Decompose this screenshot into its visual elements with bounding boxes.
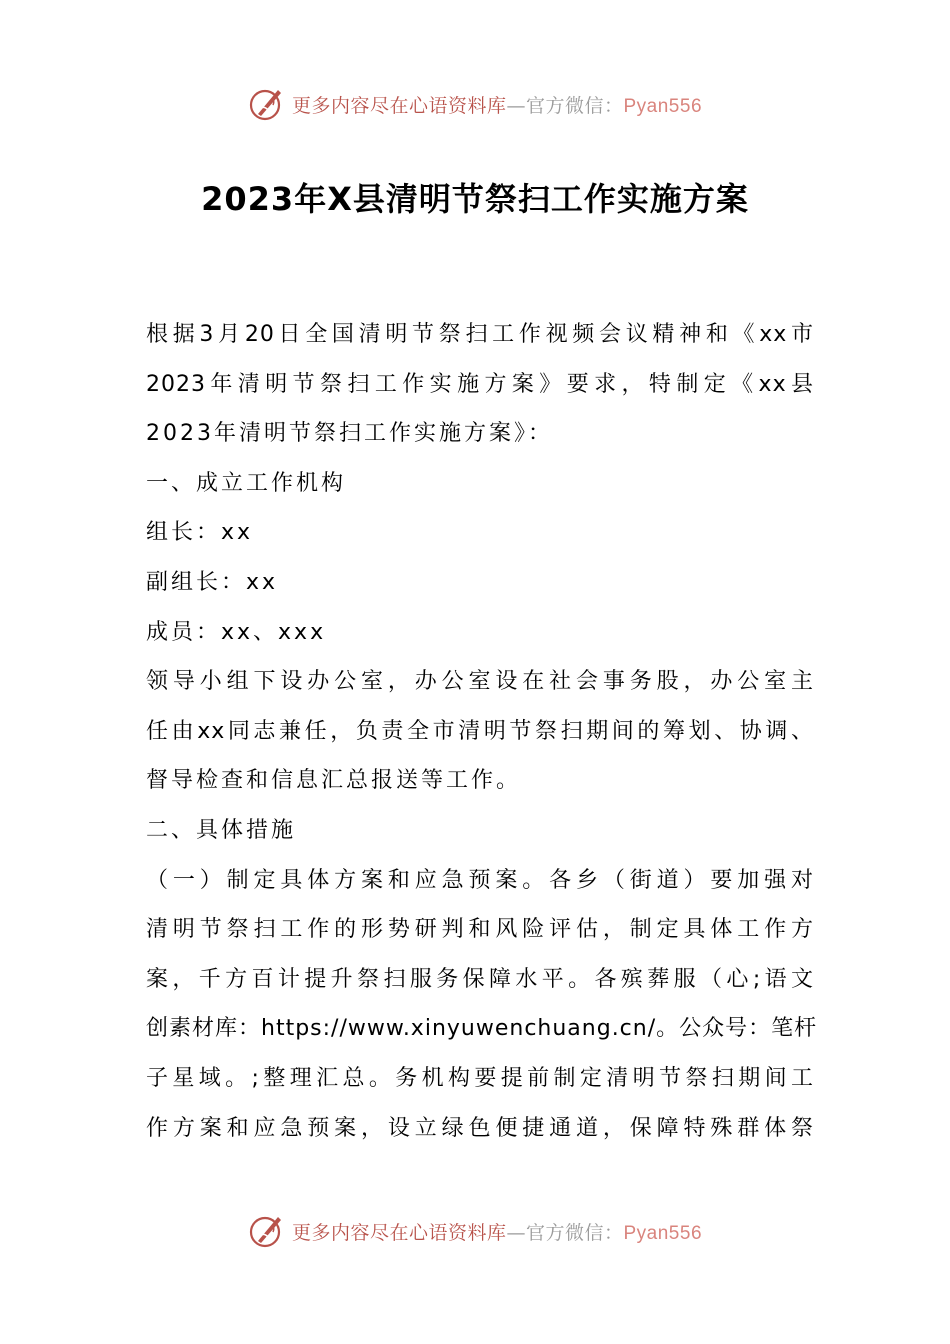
body-line: 创素材库：https://www.xinyuwenchuang.cn/。公众号：笔杆 [146, 1016, 818, 1042]
footer-banner [0, 1209, 950, 1253]
body-line: 案，千方百计提升祭扫服务保障水平。各殡葬服（心;语文 [146, 966, 814, 992]
body-line: （一）制定具体方案和应急预案。各乡（街道）要加强对 [146, 867, 814, 893]
banner-wechat-id: Pyan556 [623, 1222, 703, 1244]
document-body [146, 310, 818, 1153]
body-line: 2023年清明节祭扫工作实施方案》要求，特制定《xx县 [146, 371, 814, 397]
header-banner [0, 82, 950, 126]
body-line: 组长：xx [146, 520, 254, 546]
banner-separator-text: —官方微信： [506, 94, 624, 117]
banner-separator-text: —官方微信： [506, 1221, 624, 1244]
section-heading: 一、成立工作机构 [146, 470, 347, 496]
body-line: 任由xx同志兼任，负责全市清明节祭扫期间的筹划、协调、 [146, 718, 814, 744]
body-line: 根据3月20日全国清明节祭扫工作视频会议精神和《xx市 [146, 322, 814, 347]
body-line: 子星域。;整理汇总。务机构要提前制定清明节祭扫期间工 [146, 1065, 814, 1091]
body-line: 副组长：xx [146, 569, 279, 595]
body-line: 成员：xx、xxx [146, 619, 327, 645]
banner-text [292, 91, 702, 118]
body-line: 作方案和应急预案，设立绿色便捷通道，保障特殊群体祭 [146, 1115, 814, 1141]
quill-pen-circle-icon [248, 84, 288, 124]
section-heading: 二、具体措施 [146, 817, 297, 843]
body-line: 清明节祭扫工作的形势研判和风险评估，制定具体工作方 [146, 917, 814, 943]
banner-main-text: 更多内容尽在心语资料库 [291, 1221, 507, 1244]
banner-main-text: 更多内容尽在心语资料库 [291, 94, 507, 117]
banner-wechat-id: Pyan556 [623, 95, 703, 117]
body-line: 督导检查和信息汇总报送等工作。 [146, 768, 522, 794]
document-title: 2023年X县清明节祭扫工作实施方案 [201, 180, 749, 218]
body-line: 2023年清明节祭扫工作实施方案》： [146, 421, 553, 447]
banner-text [292, 1218, 702, 1245]
body-line: 领导小组下设办公室，办公室设在社会事务股，办公室主 [146, 669, 814, 695]
quill-pen-circle-icon [248, 1211, 288, 1251]
